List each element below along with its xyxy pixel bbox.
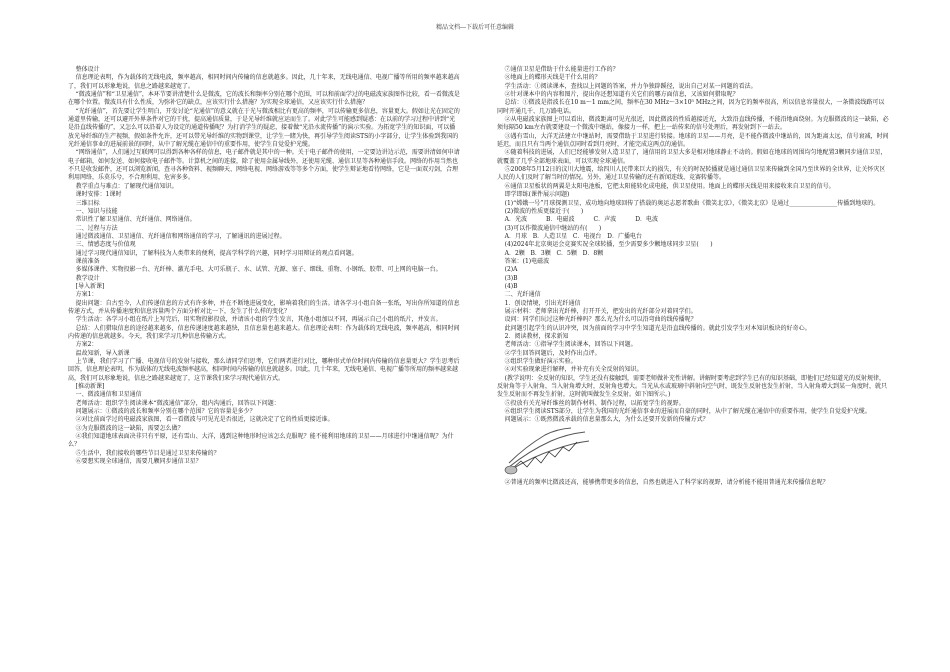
paragraph: 通过学习现代通信知识，了解科技为人类带来的便利，提高学科学的兴趣，同时学习用辩证的观点看问题。: [68, 249, 358, 257]
paragraph: 即学即练(课件展示问题): [497, 191, 570, 199]
paragraph: 总结：①微波是指波长在10 m～1 mm之间，频率在30 MHz～3×10⁵ MHz之间，因为它的频率很高，所以信息容量很大，一条微波线路可以同时开通几千、几万路电话。: [497, 99, 885, 115]
paragraph: 1．创设情境，引出光纤通信: [497, 299, 581, 307]
paragraph: (2)A: [497, 266, 518, 274]
paragraph: ⑤投放有关光导纤维丝的制作材料、制作过程，以拓宽学生的视野。: [497, 399, 685, 407]
paragraph: 多媒体课件、实物投影一台、光纤棒、激光手电、大可乐瓶子、水、试管、光源、塞子、细线、重物、小钢纸、胶带、可上网的电脑一台。: [68, 266, 442, 274]
paragraph: 学生活动：①阅读课本，查找以上问题的答案，并力争独辟蹊径，说出自己对某一问题的看法。: [497, 82, 757, 90]
paragraph: 问题展示：①微波的波长和频率分别在哪个范围？它的容量是多少？: [68, 408, 256, 416]
paragraph: ②从电磁波家族图上可以看出，微波距离可见光很近，因此微波的性质越接近光，大致沿直线传播，不能沿地面绕射。为克服微波的这一缺陷，必须每隔50 km左右就要建设一个微波中继站，像接力一样，把上一站传来的信号处理后，再发射到下一站去。: [497, 116, 889, 132]
paragraph: 老师活动：①指导学生阅读课本，回答以下问题。: [497, 341, 637, 349]
page-header: 精品文档---下载后可任意编辑: [435, 24, 515, 31]
paragraph: ②普通光的频率比微波还高，能够携带更多的信息，自然也就进入了科学家的视野，请分析能不能用普通光来传播信息呢？: [497, 478, 829, 486]
paragraph: ⑦通信卫星是借助于什么能量进行工作的？: [497, 66, 619, 73]
paragraph: 课前准备: [68, 257, 100, 265]
paragraph: 老师活动：组织学生阅读课本“微波通信”部分，组内沟通后，回答以下问题：: [68, 399, 280, 407]
paragraph: 常识性了解卫星通信、光纤通信、网络通信。: [68, 216, 196, 224]
paragraph: 整体设计: [68, 66, 100, 73]
paragraph: “微波通信”和“卫星通信”，本环节要讲清楚什么是微波，它的波长和频率分别在哪个范围，可以和前面学过的电磁波家族图作比较，看一看微波是在哪个位置。微波具有什么性质，为弥补它的缺点，应该实行什么措施？为实现全球通信，又应该实行什么措施？: [68, 91, 460, 107]
paragraph: (3)可以作微波通信中继站的有( ): [497, 224, 602, 232]
paragraph: 三、情感态度与价值观: [68, 241, 136, 249]
paragraph: 问题展示：①既然微波承载的信息量那么大，为什么还要开发新的传输方式？: [497, 416, 709, 424]
paragraph: 一、微波通信和卫星通信: [68, 391, 142, 399]
paragraph: ③遇有雪山，大洋无法建立中继站时，需要借助于卫星进行转接。地球的卫星——月亮，是不能作微波中继站的，因为距离太远，信号衰减，时间延迟，而且只有当两个通信点同时看到月亮时，才能完成这两点的通信。: [497, 132, 889, 149]
paragraph: 设问：同学们玩过这种光纤棒吗？那么光为什么可以沿弯曲的线传播呢？: [497, 316, 697, 324]
paragraph: 通过微波通信、卫星通信、光纤通信和网络通信的学习，了解通讯的进展过程。: [68, 232, 286, 240]
paragraph: 二、过程与方法: [68, 224, 118, 232]
paragraph: “网络通信”，人们通过互联网可以得到各种各样的信息，电子邮件就是其中的一种。关于电子邮件的使用，一定要边讲边示范，需要讲清如何申请电子邮箱，如何发送、如何接收电子邮件等。计算机之间的连接，除了使用金属导线外，还使用光缆、通信卫星等各种通信手段。网络的作用当然也不只是收发邮件，还可以浏览新闻，查寻各种资料、视频聊天、网络电视、网络游戏等等多个方面，使学生辩证地看待网络，它是一面双刃剑，合理利用网络，乐莫乐兮，不合理利用，危害多多。: [68, 149, 460, 182]
paragraph: ②对比前面学过的电磁波家族图，看一看微波与可见光是否很近，这就决定了它的性质更接近谁。: [68, 416, 334, 424]
paragraph: 信息理论表明，作为载体的无线电波，频率越高，相同时间内传输的信息就越多。因此，几十年来，无线电通信、电视广播等所用的频率越来越高了，我们可以形象地说，信息之路越来越宽了。: [68, 74, 460, 90]
fiber-strand: [509, 441, 589, 471]
fiber-strand: [509, 428, 571, 463]
paragraph: A．月球 B．人造卫星 C．电视台 D．广播电台: [497, 232, 642, 240]
paragraph: 温故知新，导入新课: [68, 349, 130, 357]
total-reflection-figure: [501, 427, 596, 477]
paragraph: (2)微波的性质更接近于( ): [497, 207, 584, 215]
paragraph: ④随着科技的进展，人们已经能够发射人造卫星了，通信用的卫星大多是相对地球静止不动的。假如在地球的周围均匀地配置3颗同步通信卫星，就覆盖了几乎全部地球表面，可以实现全球通信。: [497, 149, 887, 165]
paragraph: ③为克服微波的这一缺陷，需要怎么做？: [68, 424, 184, 432]
paragraph: ④我们知道地球表面决非只有平原，还有雪山、大洋，遇到这种地形时应该怎么克服呢？能不能利用地球的卫星——月球进行中继通信呢？为什么？: [68, 433, 454, 449]
paragraph: [导入新课]: [68, 282, 105, 290]
paragraph: 方案1：: [68, 291, 98, 299]
paragraph: (4)B: [497, 282, 518, 290]
paragraph: 展示材料：老师拿出光纤棒，打开开关，把发出的光纤部分对着同学们。: [497, 307, 697, 315]
paragraph: ②学生回答问题后，及时作出点评。: [497, 349, 601, 357]
left-column: [68, 66, 460, 467]
paragraph: ⑤2008年5月12日的汶川大地震，给四川人民带来巨大的损失，有关的时况转播就是通过通信卫星来传输到全国乃至世界的全世界，让关怀灾区人民的人们及时了解当时的情况。另外，通过卫星传输的还有新闻连线、竞赛转播等。: [497, 166, 886, 182]
paragraph: 学生活动：各学习小组在纸片上写完后，用实物投影投放，并请该小组的学生发言，其他小组加以不同，再展示自己小组的纸片，并发言。: [68, 316, 442, 324]
paragraph: 一、知识与技能: [68, 207, 118, 215]
right-column: [497, 66, 889, 487]
paragraph: A．光波 B．电磁波 C．声波 D．电波: [497, 216, 659, 224]
paragraph: 教学重点与难点：了解现代通信知识。: [68, 182, 178, 190]
paragraph: 上节课，我们学习了广播、电视信号的发射与接收，那么请同学们思考，它们两者进行对比，哪种形式单位时间内传输的信息量更大？学生思考后回答，信息理论表明，作为载体的无线电波频率越高，相同时间内传输的信息就越多。因此，几十年来，无线电通信、电视广播等所用的频率越来越高，我们可以形象地说，信息之路越来越宽了，这节课我们来学习现代通信方式。: [68, 358, 460, 382]
paragraph: 课时安排：1课时: [68, 191, 122, 199]
fiber-base: [505, 466, 517, 474]
paragraph: ⑥组织学生阅读STS部分，让学生为我国的光纤通信事业的进展而自豪的同时，从中了解光缆在通信中的重要作用，使学生自觉爱护光缆。: [497, 408, 871, 416]
paragraph: [推动新课]: [68, 383, 105, 391]
paragraph: A．2颗 B．3颗 C．5颗 D．8颗: [497, 249, 604, 257]
paragraph: 提出问题：自古至今，人们传递信息的方式有许多种，并在不断地进展变化，影响着我们的生活。请各学习小组自备一张纸，写出你所知道的信息传递方式，并从传播速度和信息容量两个方面分析对比一下，发生了什么样的变化？: [68, 299, 460, 315]
paragraph: ⑧地面上的蝶形天线是干什么用的？: [497, 74, 601, 82]
paragraph: ④对实验现象进行解释，并补充有关全反射的知识。: [497, 366, 643, 374]
paragraph: 二、光纤通信: [497, 291, 541, 299]
paragraph: 此问题引起学生的认识冲突，因为前面的学习中学生知道光是沿直线传播的。就此引发学生对本知识板块的好奇心。: [497, 324, 811, 332]
paragraph: ②针对课本中的内容和图片，提出你还想知道有关它们的哪方面信息，又该如何猎取呢？: [497, 91, 739, 99]
paragraph: 三维目标: [68, 199, 100, 207]
paragraph: 答案：(1)电磁波: [497, 257, 550, 265]
paragraph: 方案2：: [68, 341, 98, 349]
paragraph: (1)“嫦娥一号”月球探测卫星，成功地向地球回传了搭载的奥运志愿者歌曲《微笑北京》，《微笑北京》是通过________________传播到地球的。: [497, 199, 880, 207]
paragraph: (教学说明：全反射的知识，学生还没有接触到，需要老师做补充性讲解。讲解时要考虑到学生已有的知识基础，即他们已经知道光的反射规律，反射角等于入射角，当入射角增大时，反射角也增大。当光从水或玻璃中斜射向空气时，既发生反射也发生折射，当入射角增大到某一角度时，就只发生反射而不再发生折射，这时就叫做发生全反射。如下图所示。): [497, 374, 888, 399]
paragraph: 2．阅读教材，探求新知: [497, 333, 569, 340]
paragraph: ⑥要想实现全球通信，需要几颗同步通信卫星？: [68, 458, 202, 466]
paragraph: ③组织学生做好演示实验。: [497, 358, 577, 366]
paragraph: (4)2024年北京奥运会竞赛实况全球转播，至少需要多少颗地球同步卫星( ): [497, 241, 713, 249]
paragraph: 总结：人们猎取信息的途径越来越多，信息传递速度越来越快，且信息量也越来越大。信息理论表明：作为载体的无线电波，频率越高，相同时间内传递的信息就越多。今天，我们来学习几种信息传输方式。: [68, 324, 460, 340]
paragraph: “光纤通信”，首先要让学生明白，开发讨论“光通信”的意义就在于光与微波相比有更高的频率，可以传输更多信息，容量更大。假如让光在固定的通道里传输，还可以避开外界条件对它的干扰，提高通信质量，于是光导纤维就应运而生了。对此学生可能感到疑惑：在以前的学习过程中讲到“光是沿直线传播的”，又怎么可以沿着人为设定的通道传播呢？为打消学生的疑虑，接着做“光沿水流传播”的演示实验。为拓宽学生的知识面，可以播放光导纤维的生产视频，假如条件允许，还可以带光导纤维的实物到课堂，让学生一睹为快，再引导学生阅读STS的小字部分，让学生体验到我国的光纤通信事业的进展前景的同时，从中了解光缆在通信中的重要作用，使学生自觉爱护光缆。: [68, 107, 460, 149]
paragraph: ⑤生活中，我们接收的哪些节目是通过卫星来传输的？: [68, 449, 220, 457]
paragraph: (3)B: [497, 274, 518, 282]
paragraph: 教学设计: [68, 274, 100, 282]
paragraph: ⑥通信卫星板状的两翼是太阳电池板，它把太阳能转化成电能，供卫星使用。地面上的蝶形天线是用来接收来自卫星的信号。: [497, 182, 835, 190]
